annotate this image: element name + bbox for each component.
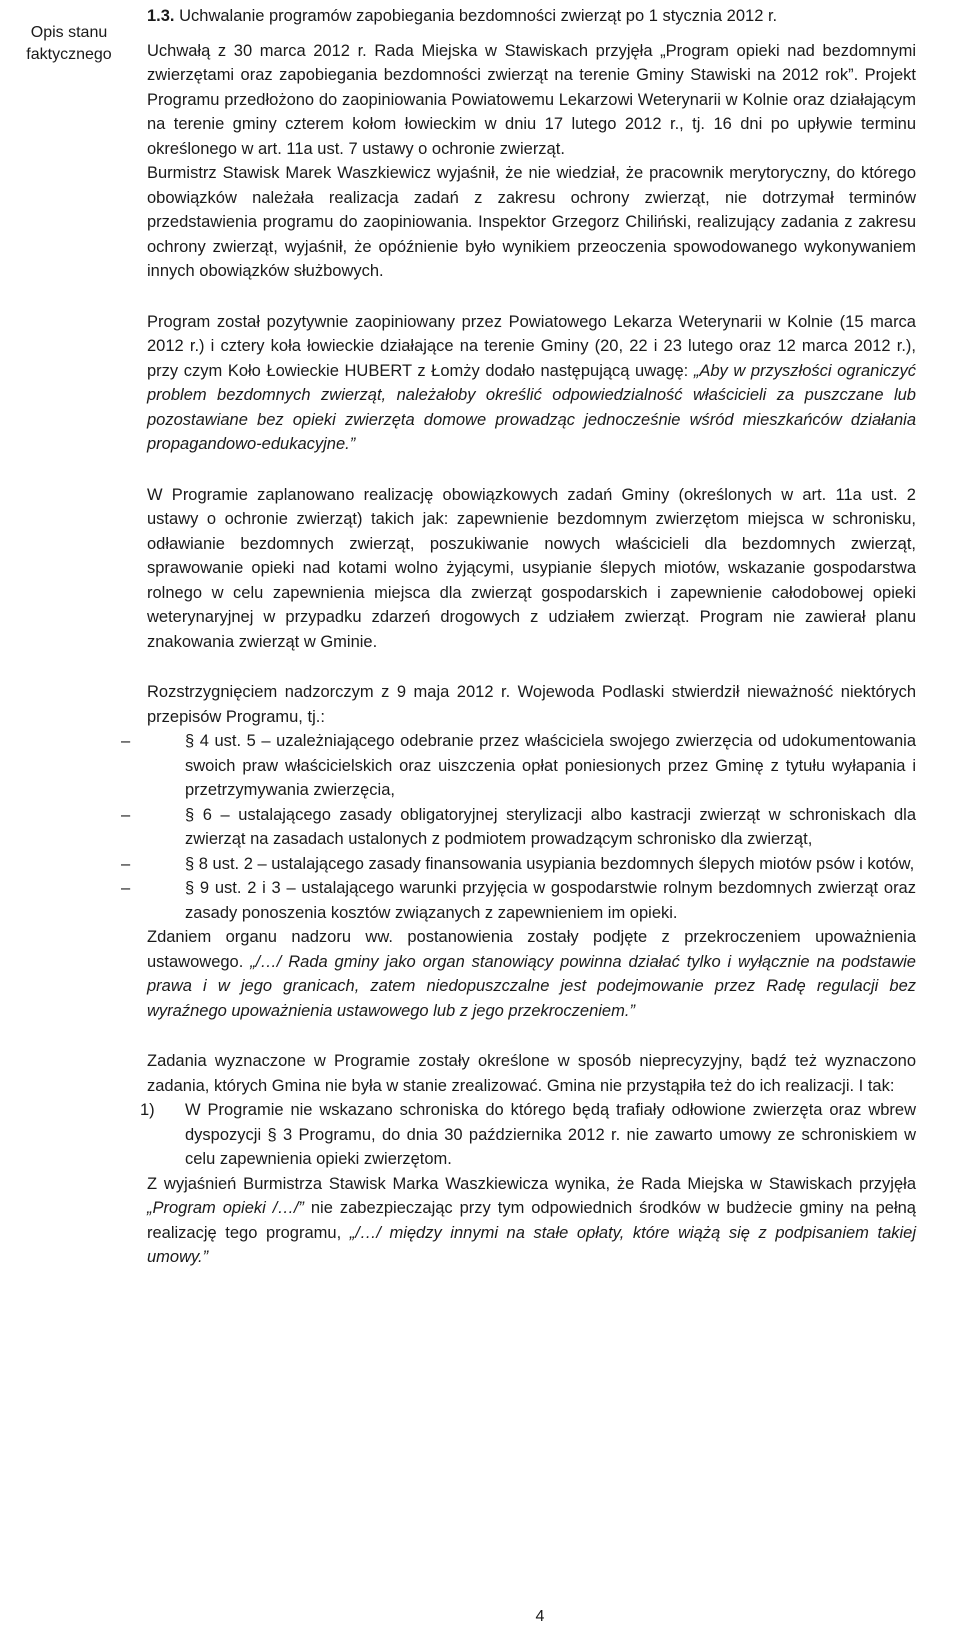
item-text: W Programie nie wskazano schroniska do którego będą trafiały odłowione zwierzęta oraz wbrew dyspozycji § 3 Programu, do dnia 30 października 2012 r. nie zawarto umowy ze schroniskiem w celu zapewnienia opieki zwierzętom. (185, 1101, 916, 1168)
invalidated-provisions-list (147, 729, 916, 925)
budget-text-2: nie zabezpieczając przy tym odpowiednich środków w budżecie gminy na pełną realizację tego programu, (147, 1199, 916, 1242)
section-side-label: Opis stanu faktycznego (26, 24, 112, 63)
paragraph-supervisory-opinion (147, 925, 916, 1023)
budget-quote: „/…/ między innymi na stałe opłaty, które wiążą się z podpisaniem takiej umowy.” (147, 1223, 917, 1266)
opinions-text: Program został pozytywnie zaopiniowany przez Powiatowego Lekarza Weterynarii w Kolnie (15 marca 2012 r.) i cztery koła łowieckie działające na terenie Gminy (20, 22 i 23 lutego oraz 12 marca 2012 r.), przy czym Koło Łowieckie HUBERT z Łomży dodało następującą uwagę: (147, 312, 916, 380)
list-item: – § 9 ust. 2 i 3 – ustalającego warunki przyjęcia w gospodarstwie rolnym bezdomnych zwierząt oraz zasady ponoszenia kosztów związanych z zapewnieniem im opieki. (147, 876, 916, 925)
main-content (140, 4, 917, 1270)
program-title-quote: „Program opieki /…/” (147, 1199, 304, 1217)
list-item: – § 4 ust. 5 – uzależniającego odebranie przez właściciela swojego zwierzęcia od udokumentowania swoich praw właścicielskich oraz uiszczenia opłat poniesionych przez Gminę z tytułu wyłapania i przetrzymywania zwierzęcia, (147, 729, 916, 803)
paragraph-mayor-explanation: Burmistrz Stawisk Marek Waszkiewicz wyjaśnił, że nie wiedział, że pracownik merytoryczny, do którego obowiązków należała realizacja zadań z zakresu ochrony zwierząt, nie dotrzymał terminów przedstawienia programu do zaopiniowania. Inspektor Grzegorz Chiliński, realizujący zadania z zakresu ochrony zwierząt, wyjaśnił, że opóźnienie było wynikiem przeoczenia spowodowanego wykonywaniem innych obowiązków służbowych. (147, 164, 916, 280)
list-item: – § 8 ust. 2 – ustalającego zasady finansowania usypiania bezdomnych ślepych miotów psów i kotów, (147, 852, 916, 877)
paragraph-program-adoption: Uchwałą z 30 marca 2012 r. Rada Miejska w Stawiskach przyjęła „Program opieki nad bezdomnymi zwierzętami oraz zapobiegania bezdomności zwierząt na terenie Gminy Stawiski na 2012 rok”. Projekt Programu przedłożono do zaopiniowania Powiatowemu Lekarzowi Weterynarii w Kolnie oraz działającym na terenie gminy czterem kołom łowieckim w dniu 17 lutego 2012 r., tj. 16 dni po upływie terminu określonego w art. 11a ust. 7 ustawy o ochronie zwierząt. (147, 41, 916, 158)
item-number: 1) (140, 1101, 155, 1119)
heading-number: 1.3. (147, 7, 175, 25)
numbered-findings-list (140, 1098, 916, 1172)
hunting-club-quote: „Aby w przyszłości ograniczyć problem bezdomnych zwierząt, należałoby określić odpowiedzialność właścicieli za puszczane lub pozostawiane bez opieki zwierzęta domowe prowadząc jednocześnie wśród mieszkańców działania propagandowo-edukacyjne.” (147, 361, 916, 453)
paragraph-imprecise-tasks: Zadania wyznaczone w Programie zostały określone w sposób nieprecyzyjny, bądź też wyznaczono zadania, których Gmina nie była w stanie zrealizować. Gmina nie przystąpiła też do ich realizacji. I tak: (147, 1052, 916, 1095)
paragraph-program-opinions (147, 310, 916, 457)
supervisory-quote: „/…/ Rada gminy jako organ stanowiący powinna działać tylko i wyłącznie na podstawie prawa i w jego granicach, zatem niedopuszczalne jest podejmowanie przez Radę regulacji bez wyraźnego upoważnienia ustawowego lub z jego przekroczeniem.” (147, 952, 916, 1020)
list-item (140, 1098, 916, 1172)
budget-text-1: Z wyjaśnień Burmistrza Stawisk Marka Waszkiewicza wynika, że Rada Miejska w Stawiskach przyjęła (147, 1174, 916, 1193)
supervisory-text: Zdaniem organu nadzoru ww. postanowienia zostały podjęte z przekroczeniem upoważnienia ustawowego. (147, 928, 916, 971)
heading-text: Uchwalanie programów zapobiegania bezdomności zwierząt po 1 stycznia 2012 r. (179, 7, 778, 25)
list-item: – § 6 – ustalającego zasady obligatoryjnej sterylizacji albo kastracji zwierząt w schroniskach dla zwierząt na zasadach ustalonych z podmiotem prowadzącym schronisko dla zwierząt, (147, 803, 916, 852)
paragraph-program-tasks: W Programie zaplanowano realizację obowiązkowych zadań Gminy (określonych w art. 11a ust. 2 ustawy o ochronie zwierząt) takich jak: zapewnienie bezdomnym zwierzętom miejsca w schronisku, odławianie bezdomnych zwierząt, poszukiwanie nowych właścicieli dla bezdomnych zwierząt, sprawowanie opieki nad kotami wolno żyjącymi, usypianie ślepych miotów, wskazanie gospodarstwa rolnego w celu zapewnienia miejsca dla zwierząt gospodarskich i zapewnienie całodobowej opieki weterynaryjnej w przypadku zdarzeń drogowych z udziałem zwierząt. Program nie zawierał planu znakowania zwierząt w Gminie. (147, 485, 916, 651)
section-heading (147, 4, 916, 29)
paragraph-mayor-budget-explanation (147, 1172, 916, 1270)
paragraph-supervisory-decision: Rozstrzygnięciem nadzorczym z 9 maja 2012 r. Wojewoda Podlaski stwierdził nieważność niektórych przepisów Programu, tj.: (147, 683, 916, 726)
page-number: 4 (535, 1608, 545, 1625)
